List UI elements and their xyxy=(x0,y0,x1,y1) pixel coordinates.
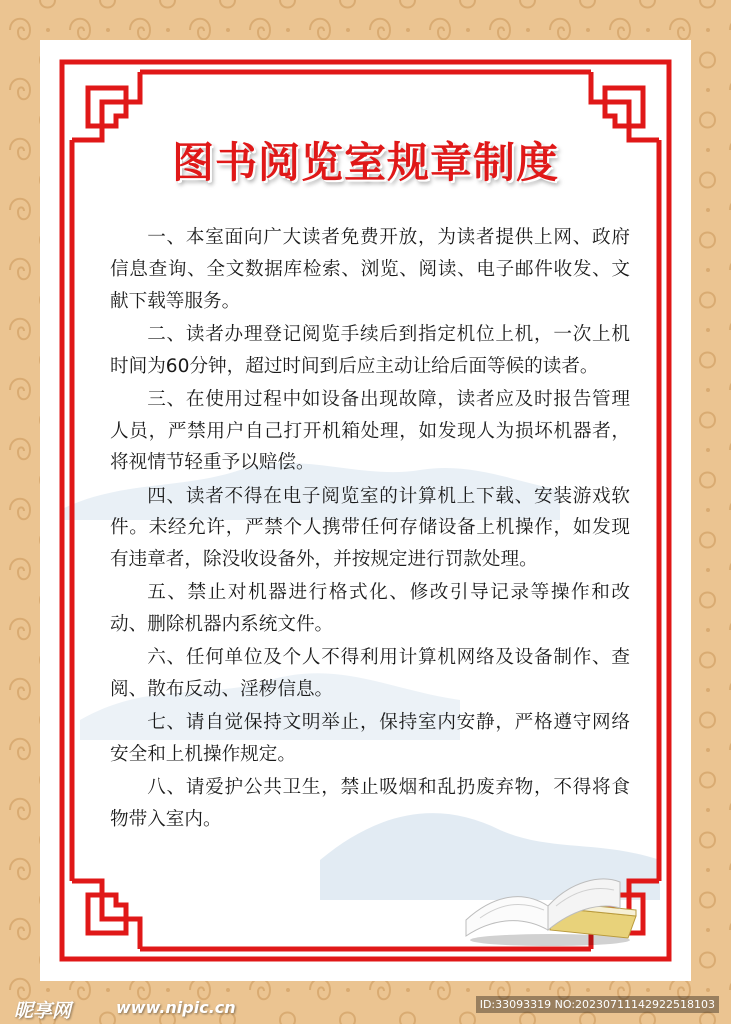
frame-corner-top-left xyxy=(62,62,140,140)
rule-item: 七、请自觉保持文明举止，保持室内安静，严格遵守网络安全和上机操作规定。 xyxy=(110,712,630,766)
watermark-url: www.nipic.cn xyxy=(116,998,236,1017)
rule-item: 二、读者办理登记阅览手续后到指定机位上机，一次上机时间为60分钟，超过时间到后应主动让给后面等候的读者。 xyxy=(110,323,630,377)
rule-item: 四、读者不得在电子阅览室的计算机上下载、安装游戏软件。未经允许，严禁个人携带任何存储设备上机操作，如发现有违章者，除没收设备外，并按规定进行罚款处理。 xyxy=(110,485,630,571)
rule-item: 一、本室面向广大读者免费开放，为读者提供上网、政府信息查询、全文数据库检索、浏览、阅读、电子邮件收发、文献下载等服务。 xyxy=(110,227,630,312)
rule-item: 五、禁止对机器进行格式化、修改引导记录等操作和改动、删除机器内系统文件。 xyxy=(110,582,630,636)
open-book-icon xyxy=(460,858,640,948)
frame-corner-bottom-left xyxy=(62,881,140,959)
watermark-id: ID:33093319 NO:20230711142922518103 xyxy=(476,996,719,1013)
watermark-logo: 昵享网 xyxy=(14,1000,72,1022)
poster-title: 图书阅览室规章制度 xyxy=(171,138,559,187)
rule-item: 三、在使用过程中如设备出现故障，读者应及时报告管理人员，严禁用户自己打开机箱处理，如发现人为损坏机器者，将视情节轻重予以赔偿。 xyxy=(110,388,630,474)
frame-corner-top-right xyxy=(591,62,669,140)
rule-item: 六、任何单位及个人不得利用计算机网络及设备制作、查阅、散布反动、淫秽信息。 xyxy=(110,647,630,701)
rules-list xyxy=(110,222,630,837)
rule-item: 八、请爱护公共卫生，禁止吸烟和乱扔废弃物，不得将食物带入室内。 xyxy=(110,777,630,831)
